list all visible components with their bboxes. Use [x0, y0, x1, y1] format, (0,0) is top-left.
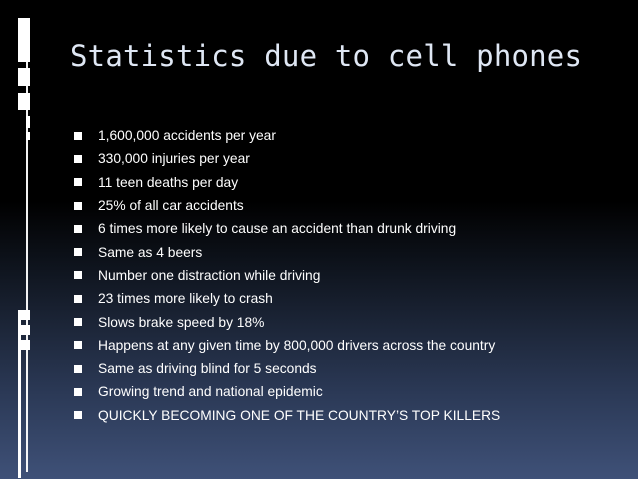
bullet-text: 6 times more likely to cause an accident than drunk driving — [98, 221, 457, 237]
bullet-text: Growing trend and national epidemic — [98, 384, 323, 400]
bullet-text: 25% of all car accidents — [98, 198, 244, 214]
list-item — [74, 357, 604, 380]
bullet-text: Same as 4 beers — [98, 244, 203, 260]
list-item — [74, 310, 604, 333]
bullet-text: 1,600,000 accidents per year — [98, 128, 276, 144]
square-bullet-icon — [74, 295, 98, 303]
square-bullet-icon — [74, 248, 98, 256]
bullet-text: Number one distraction while driving — [98, 267, 321, 283]
list-item — [74, 217, 604, 240]
square-bullet-icon — [74, 202, 98, 210]
list-item — [74, 287, 604, 310]
square-bullet-icon — [74, 411, 98, 419]
list-item — [74, 147, 604, 170]
bullet-text: Same as driving blind for 5 seconds — [98, 361, 317, 377]
square-bullet-icon — [74, 225, 98, 233]
list-item — [74, 240, 604, 263]
bullet-text: Slows brake speed by 18% — [98, 314, 265, 330]
bullet-text: 330,000 injuries per year — [98, 151, 250, 167]
accent-bar-block-2 — [18, 68, 30, 86]
accent-column-lower — [18, 310, 21, 478]
vertical-divider-line — [26, 22, 28, 472]
bullet-text: Happens at any given time by 800,000 drivers across the country — [98, 337, 496, 353]
bullet-text: QUICKLY BECOMING ONE OF THE COUNTRY’S TOP KILLERS — [98, 407, 501, 423]
list-item — [74, 171, 604, 194]
list-item — [74, 194, 604, 217]
statistics-bullet-list — [74, 124, 604, 427]
list-item — [74, 124, 604, 147]
square-bullet-icon — [74, 155, 98, 163]
square-bullet-icon — [74, 132, 98, 140]
left-accent-bars — [18, 18, 30, 478]
list-item — [74, 380, 604, 403]
slide-title: Statistics due to cell phones — [70, 39, 583, 73]
square-bullet-icon — [74, 318, 98, 326]
square-bullet-icon — [74, 271, 98, 279]
square-bullet-icon — [74, 388, 98, 396]
list-item — [74, 334, 604, 357]
list-item — [74, 404, 604, 427]
square-bullet-icon — [74, 365, 98, 373]
accent-bar-block-3 — [18, 93, 30, 110]
square-bullet-icon — [74, 178, 98, 186]
square-bullet-icon — [74, 341, 98, 349]
bullet-text: 23 times more likely to crash — [98, 291, 273, 307]
list-item — [74, 264, 604, 287]
accent-bar-block-1 — [18, 26, 30, 62]
accent-bar-top — [18, 18, 30, 26]
bullet-text: 11 teen deaths per day — [98, 174, 239, 190]
